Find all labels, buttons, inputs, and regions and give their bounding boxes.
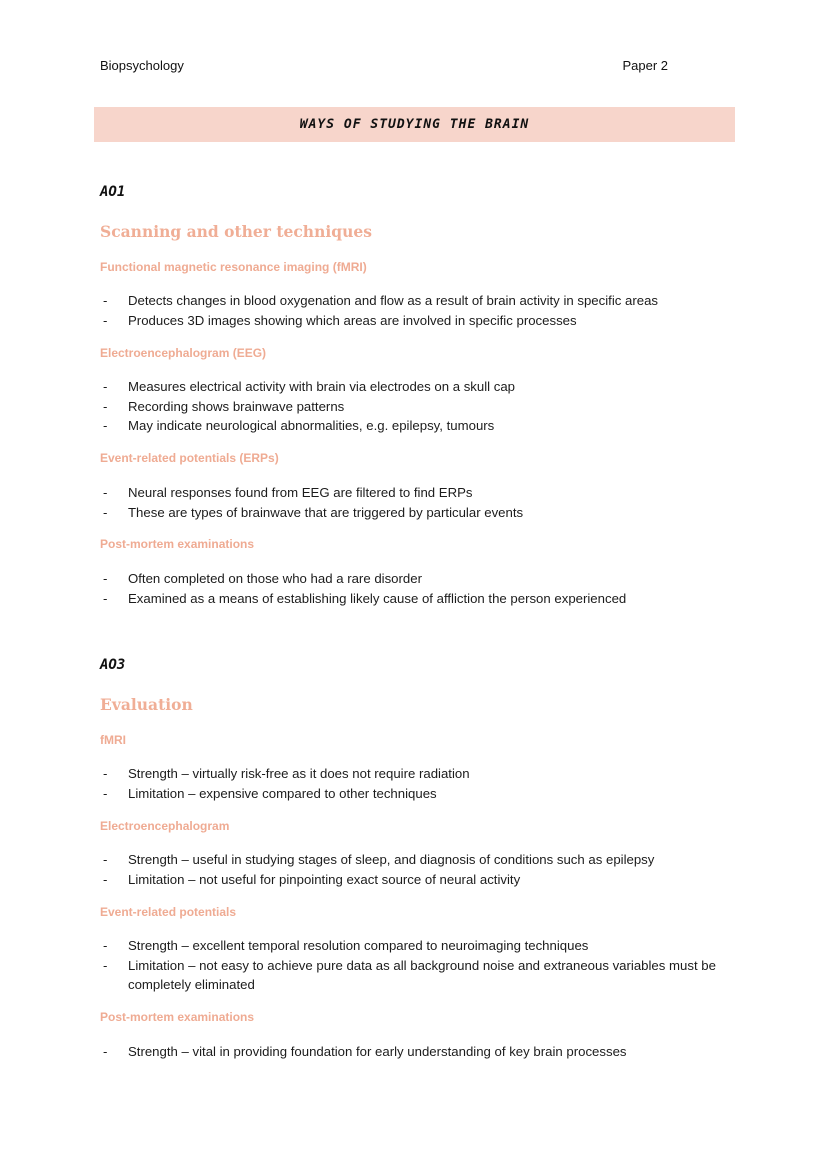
ao1-heading: Scanning and other techniques [100, 222, 372, 241]
ao3-group-postmortem-list [100, 1042, 740, 1062]
ao1-label: AO1 [100, 184, 126, 200]
ao3-heading: Evaluation [100, 695, 193, 714]
ao3-label: AO3 [100, 657, 126, 673]
header-subject: Biopsychology [100, 58, 184, 73]
list-item: - Examined as a means of establishing likely cause of affliction the person experienced [100, 589, 740, 609]
list-item: - Strength – virtually risk-free as it does not require radiation [100, 764, 740, 784]
ao1-group-fmri-title: Functional magnetic resonance imaging (fMRI) [100, 260, 367, 274]
ao3-group-postmortem-title: Post-mortem examinations [100, 1010, 255, 1024]
list-item: - Neural responses found from EEG are filtered to find ERPs [100, 483, 740, 503]
list-item: - Strength – useful in studying stages of sleep, and diagnosis of conditions such as epilepsy [100, 850, 740, 870]
list-item: - Limitation – expensive compared to other techniques [100, 784, 740, 804]
ao1-group-postmortem-title: Post-mortem examinations [100, 537, 255, 551]
ao3-group-eeg-list [100, 850, 740, 889]
list-item: - Recording shows brainwave patterns [100, 397, 740, 417]
list-item: - These are types of brainwave that are triggered by particular events [100, 503, 740, 523]
ao1-group-erp-list [100, 483, 740, 522]
ao1-group-fmri-list [100, 291, 740, 330]
list-item: - Detects changes in blood oxygenation and flow as a result of brain activity in specific areas [100, 291, 740, 311]
list-item: - Often completed on those who had a rare disorder [100, 569, 740, 589]
ao1-group-erp-title: Event-related potentials (ERPs) [100, 451, 279, 465]
list-item: - Limitation – not easy to achieve pure data as all background noise and extraneous variables must be completely eliminated [100, 956, 740, 995]
header-paper: Paper 2 [622, 58, 668, 73]
ao1-group-eeg-list [100, 377, 740, 436]
list-item: - Strength – excellent temporal resolution compared to neuroimaging techniques [100, 936, 740, 956]
ao3-group-fmri-list [100, 764, 740, 803]
ao3-group-erp-title: Event-related potentials [100, 905, 237, 919]
page-header [100, 58, 668, 73]
list-item: - Produces 3D images showing which areas are involved in specific processes [100, 311, 740, 331]
list-item: - May indicate neurological abnormalities, e.g. epilepsy, tumours [100, 416, 740, 436]
list-item: - Strength – vital in providing foundation for early understanding of key brain processes [100, 1042, 740, 1062]
list-item: - Limitation – not useful for pinpointing exact source of neural activity [100, 870, 740, 890]
ao1-group-eeg-title: Electroencephalogram (EEG) [100, 346, 267, 360]
list-item: - Measures electrical activity with brain via electrodes on a skull cap [100, 377, 740, 397]
title-banner [94, 107, 735, 142]
page-title: WAYS OF STUDYING THE BRAIN [299, 117, 530, 132]
ao3-group-fmri-title: fMRI [100, 733, 126, 747]
ao3-group-eeg-title: Electroencephalogram [100, 819, 230, 833]
ao3-group-erp-list [100, 936, 740, 995]
ao1-group-postmortem-list [100, 569, 740, 608]
